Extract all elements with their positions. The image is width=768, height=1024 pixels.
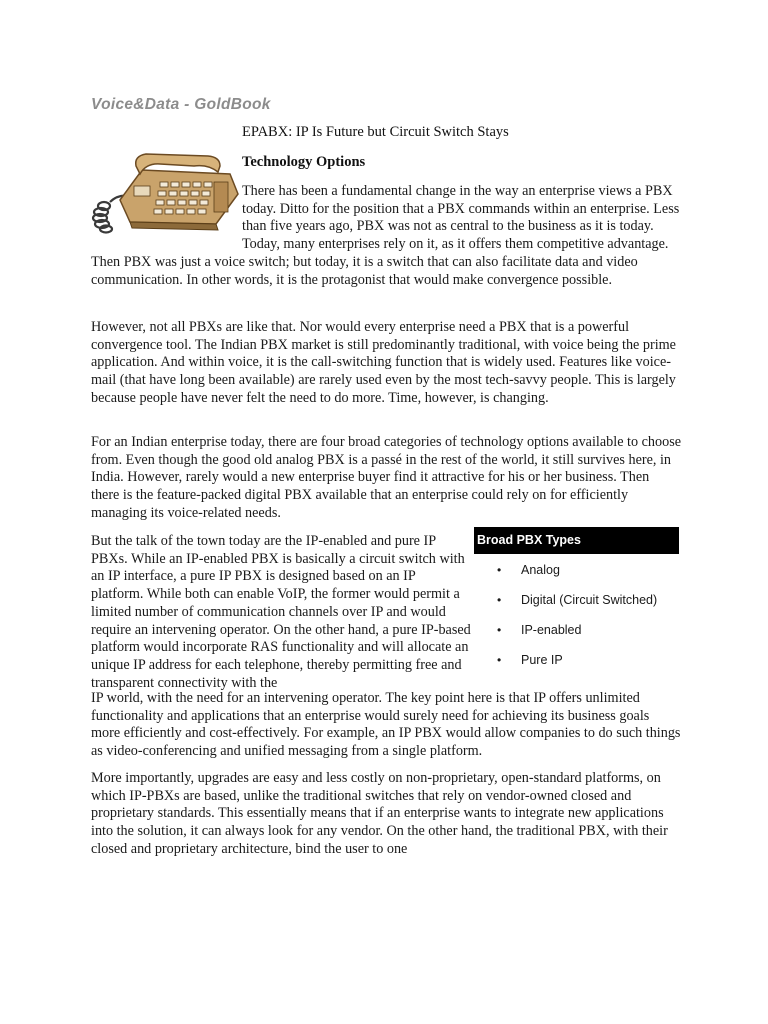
image-wrap-spacer bbox=[91, 183, 242, 247]
publication-brand: Voice&Data - GoldBook bbox=[91, 96, 271, 113]
bullet-icon: • bbox=[497, 623, 502, 637]
list-item: • Digital (Circuit Switched) bbox=[474, 585, 679, 615]
bullet-icon: • bbox=[497, 593, 502, 607]
intro-paragraph-wrap bbox=[91, 183, 681, 289]
paragraph-3: For an Indian enterprise today, there are four broad categories of technology options available to choose from. Even though the good old analog PBX is a passé in the rest of the world, it still survives here, in India. However, rarely would a new enterprise buyer find it attractive for his or her business. Then there is the feature-packed digital PBX available that an enterprise could rely on for efficiently managing its voice-related needs. bbox=[91, 434, 682, 521]
paragraph-5: More importantly, upgrades are easy and less costly on non-proprietary, open-standard platforms, on which IP-PBXs are based, unlike the traditional switches that rely on vendor-owned closed and proprietary standards. This essentially means that if an enterprise wants to integrate new applications into the solution, it can always look for any vendor. On the other hand, the traditional PBX, with their closed and proprietary architecture, bind the user to one bbox=[91, 770, 668, 857]
list-item: • Pure IP bbox=[474, 645, 679, 675]
paragraph-4-column: But the talk of the town today are the IP-enabled and pure IP PBXs. While an IP-enabled PBX is basically a circuit switch with an IP interface, a pure IP PBX is designed based on an IP platform. While both can enable VoIP, the former would permit a limited number of communication channels over IP and would require an intervening operator. On the other hand, a pure IP-based platform would incorporate RAS functionality and will allocate an unique IP address for each telephone, thereby permitting free and transparent connectivity with the bbox=[91, 533, 471, 691]
pbx-types-list bbox=[474, 554, 679, 675]
paragraph-4-continued: IP world, with the need for an intervening operator. The key point here is that IP offers unlimited functionality and applications that an enterprise would surely need for achieving its business goals more efficiently and cost-effectively. For example, an IP PBX would allow companies to do such things as video-conferencing and unified messaging from a single platform. bbox=[91, 690, 681, 760]
paragraph-1: There has been a fundamental change in the way an enterprise views a PBX today. Ditto for the position that a PBX commands within an enterprise. Less than five years ago, PBX was not as central to the business as it is today. Today, many enterprises rely on it, as it offers them competitive advantage. Then PBX was just a voice switch; but today, it is a switch that can also facilitate data and video communication. In other words, it is the protagonist that would make convergence possible. bbox=[91, 183, 680, 288]
bullet-icon: • bbox=[497, 563, 502, 577]
paragraph-2: However, not all PBXs are like that. Nor would every enterprise need a PBX that is a powerful convergence tool. The Indian PBX market is still predominantly traditional, with voice being the prime application. And within voice, it is the call-switching function that is widely used. Features like voice-mail (that have long been available) are rarely used even by the most tech-savvy people. This is largely because people have never felt the need to do more. Time, however, is changing. bbox=[91, 319, 676, 406]
list-item: • IP-enabled bbox=[474, 615, 679, 645]
list-item: • Analog bbox=[474, 555, 679, 585]
sidebar-heading: Broad PBX Types bbox=[474, 527, 679, 554]
bullet-icon: • bbox=[497, 653, 502, 667]
pbx-types-sidebar bbox=[474, 527, 679, 675]
article-title: EPABX: IP Is Future but Circuit Switch Stays bbox=[242, 124, 509, 140]
section-heading: Technology Options bbox=[242, 154, 366, 170]
